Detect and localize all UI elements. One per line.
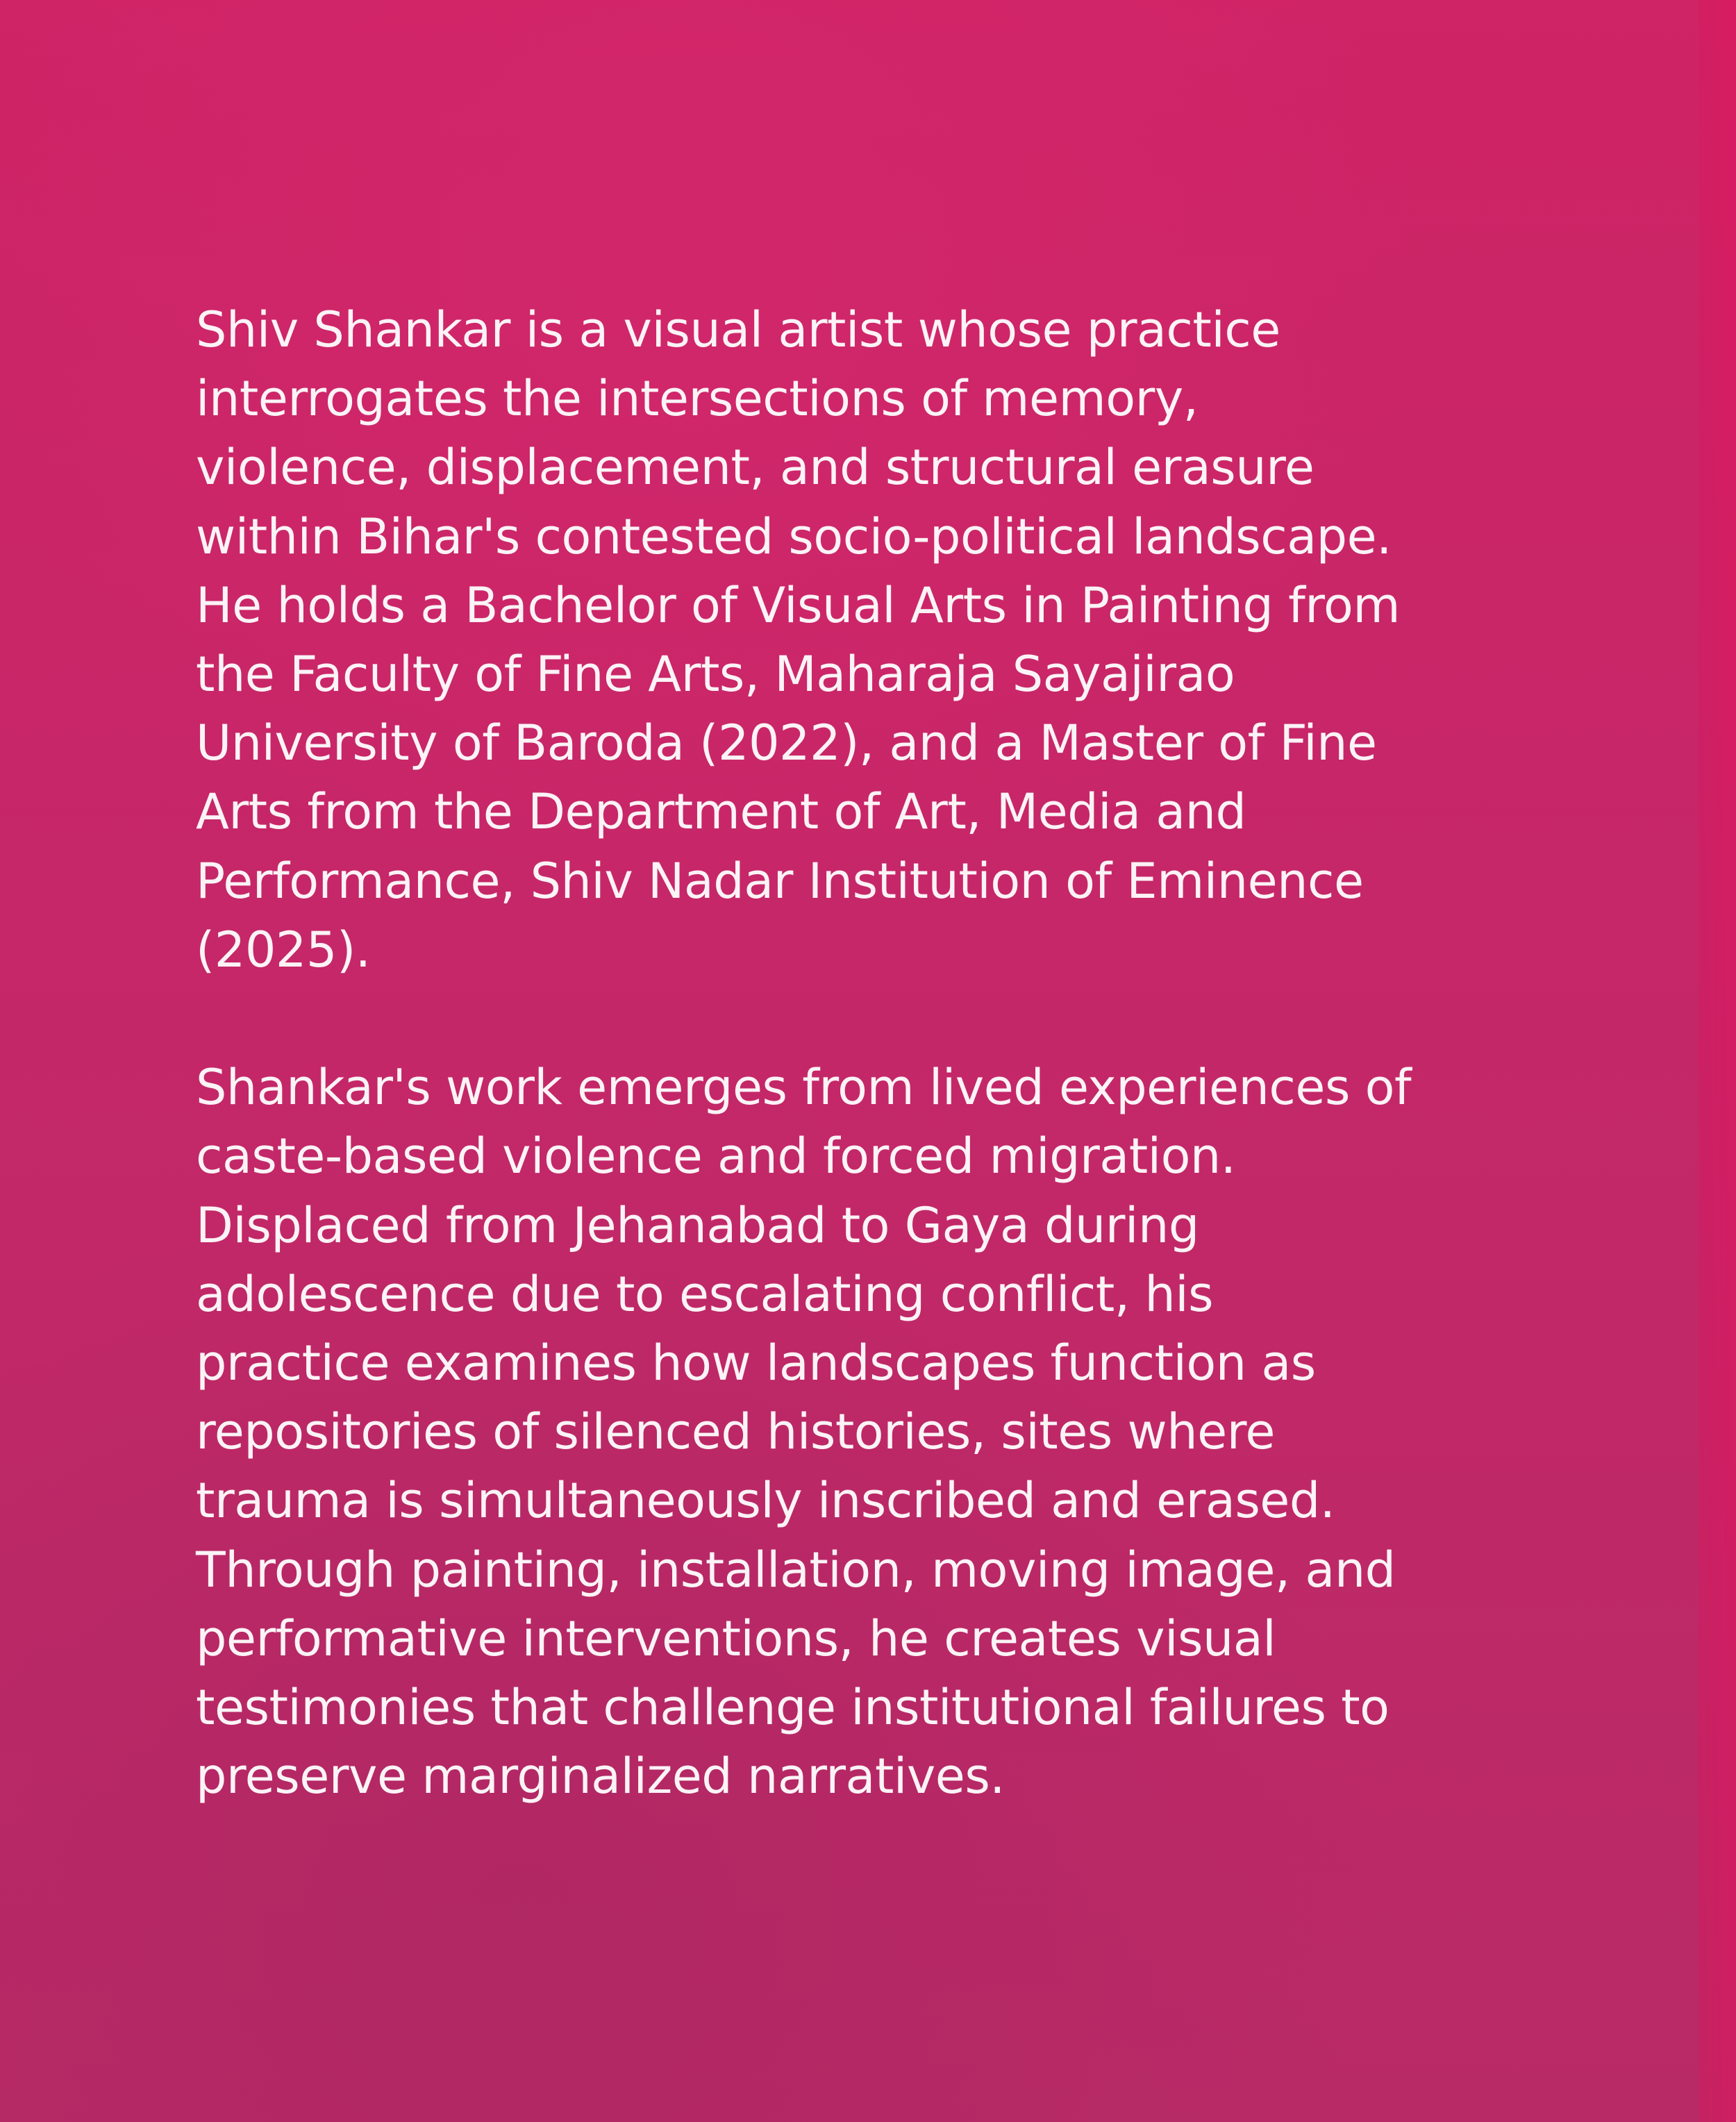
bio-line: the Faculty of Fine Arts, Maharaja Sayajirao — [196, 646, 1235, 703]
bio-line: Shiv Shankar is a visual artist whose practice — [196, 301, 1280, 358]
bio-line: Arts from the Department of Art, Media and — [196, 783, 1246, 841]
bio-line: (2025). — [196, 921, 371, 978]
bio-line: repositories of silenced histories, sites where — [196, 1403, 1275, 1461]
bio-line: preserve marginalized narratives. — [196, 1748, 1005, 1805]
bio-line: Shankar's work emerges from lived experiences of — [196, 1059, 1412, 1117]
bio-line: adolescence due to escalating conflict, his — [196, 1265, 1214, 1323]
bio-line: violence, displacement, and structural erasure — [196, 439, 1314, 496]
bio-line: University of Baroda (2022), and a Master of Fine — [196, 715, 1377, 772]
artist-bio — [196, 296, 1585, 1811]
bio-line: Displaced from Jehanabad to Gaya during — [196, 1196, 1199, 1254]
bio-line: Performance, Shiv Nadar Institution of Eminence — [196, 852, 1364, 910]
page-edge-strip — [1699, 0, 1736, 2122]
bio-line: trauma is simultaneously inscribed and erased. — [196, 1472, 1335, 1530]
bio-line: He holds a Bachelor of Visual Arts in Painting from — [196, 576, 1401, 634]
bio-paragraph-education — [196, 296, 1585, 985]
bio-line: performative interventions, he creates visual — [196, 1610, 1276, 1667]
bio-line: Through painting, installation, moving image, and — [196, 1541, 1396, 1598]
bio-line: practice examines how landscapes function as — [196, 1335, 1316, 1392]
bio-line: testimonies that challenge institutional failures to — [196, 1679, 1389, 1737]
bio-paragraph-practice — [196, 1053, 1585, 1811]
paragraph-spacer — [196, 985, 1585, 1053]
bio-line: within Bihar's contested socio-political landscape. — [196, 508, 1392, 565]
bio-line: caste-based violence and forced migration. — [196, 1128, 1236, 1185]
bio-line: interrogates the intersections of memory, — [196, 370, 1199, 428]
